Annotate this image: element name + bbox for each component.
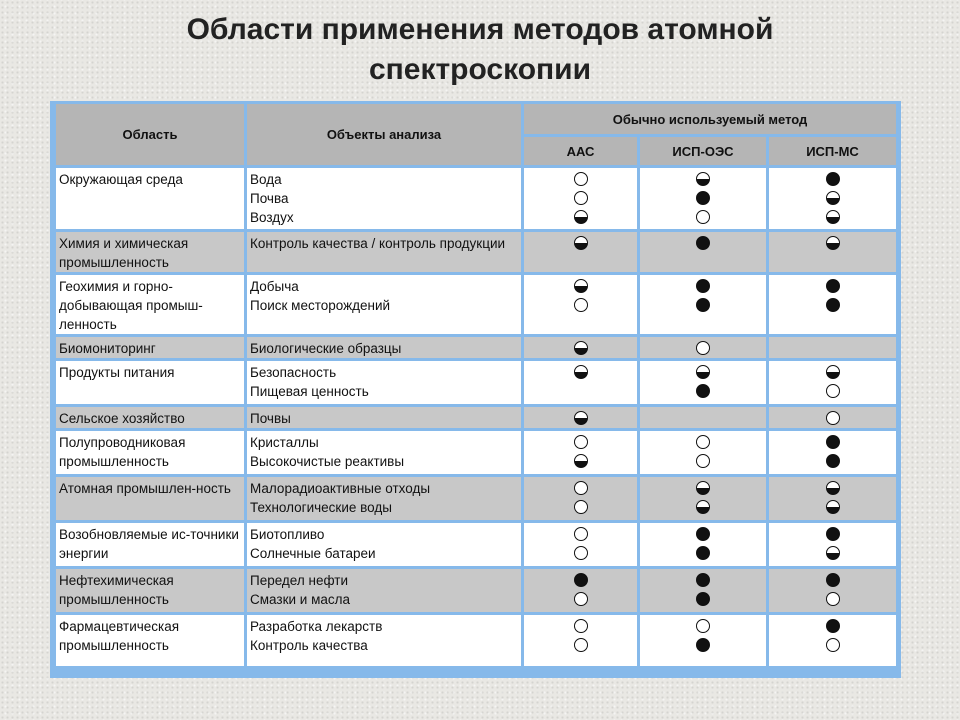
cell-area [56,168,244,232]
cell-icp-ms [769,477,896,523]
object-label: Почвы [250,411,291,426]
usage-markers [772,172,893,224]
cell-area [56,431,244,477]
methods-table-frame [50,101,901,678]
empty-circle-icon [574,435,588,449]
empty-circle-icon [826,411,840,425]
table-body [56,168,896,669]
area-label: Полупроводниковая промышленность [59,435,186,469]
object-label: Воздух [250,210,294,225]
cell-icp-ms [769,569,896,615]
cell-aas [524,431,637,477]
area-label: Атомная промышлен-ность [59,481,231,496]
empty-circle-icon [574,481,588,495]
object-label: Разработка лекарств [250,619,383,634]
usage-markers [527,619,634,652]
usage-markers [643,435,763,468]
table-row [56,337,896,361]
full-circle-icon [696,546,710,560]
empty-circle-icon [696,341,710,355]
usage-markers [772,527,893,560]
usage-markers [643,365,763,398]
half-filled-circle-icon [696,365,710,379]
half-filled-circle-icon [574,341,588,355]
area-label: Нефтехимическая промышленность [59,573,174,607]
half-filled-circle-icon [826,500,840,514]
area-label: Окружающая среда [59,172,183,187]
object-label: Пищевая ценность [250,384,369,399]
page-title [0,10,960,90]
cell-aas [524,569,637,615]
usage-markers [527,365,634,379]
object-label: Контроль качества [250,638,368,653]
area-label: Фармацевтическая промышленность [59,619,180,653]
header-aas: ААС [524,137,637,168]
cell-area [56,569,244,615]
cell-area [56,615,244,669]
cell-aas [524,477,637,523]
title-line-1: Области применения методов атомной [186,13,774,46]
cell-objects [247,275,521,337]
cell-objects [247,569,521,615]
cell-aas [524,523,637,569]
cell-area [56,361,244,407]
half-filled-circle-icon [574,454,588,468]
usage-markers [643,619,763,652]
object-label: Биотопливо [250,527,325,542]
cell-icp-oes [640,431,766,477]
half-filled-circle-icon [826,210,840,224]
object-label: Передел нефти [250,573,348,588]
usage-markers [772,435,893,468]
cell-icp-oes [640,523,766,569]
usage-markers [772,573,893,606]
cell-icp-ms [769,361,896,407]
table-row [56,523,896,569]
cell-objects [247,361,521,407]
object-label: Солнечные батареи [250,546,376,561]
usage-markers [772,619,893,652]
full-circle-icon [826,172,840,186]
object-label: Биологические образцы [250,341,402,356]
full-circle-icon [696,573,710,587]
usage-markers [643,527,763,560]
object-label: Малорадиоактивные отходы [250,481,431,496]
header-method: Обычно используемый метод [524,104,896,137]
empty-circle-icon [574,172,588,186]
header-area: Область [56,104,244,168]
usage-markers [527,411,634,425]
object-label: Кристаллы [250,435,319,450]
cell-objects [247,477,521,523]
table-row [56,168,896,232]
empty-circle-icon [574,619,588,633]
table-row [56,407,896,431]
empty-circle-icon [696,454,710,468]
usage-markers [772,365,893,398]
methods-table [53,104,899,669]
empty-circle-icon [574,546,588,560]
full-circle-icon [826,619,840,633]
full-circle-icon [696,384,710,398]
usage-markers [643,172,763,224]
usage-markers [643,481,763,514]
cell-aas [524,407,637,431]
half-filled-circle-icon [826,481,840,495]
cell-objects [247,615,521,669]
usage-markers [772,279,893,312]
object-label: Почва [250,191,289,206]
usage-markers [527,573,634,606]
object-label: Поиск месторождений [250,298,391,313]
cell-icp-oes [640,407,766,431]
half-filled-circle-icon [696,172,710,186]
usage-markers [772,411,893,425]
full-circle-icon [696,279,710,293]
empty-circle-icon [574,298,588,312]
cell-icp-oes [640,361,766,407]
object-label: Безопасность [250,365,337,380]
usage-markers [527,279,634,312]
cell-aas [524,337,637,361]
empty-circle-icon [696,435,710,449]
cell-area [56,477,244,523]
object-label: Технологические воды [250,500,392,515]
cell-icp-ms [769,431,896,477]
cell-icp-oes [640,477,766,523]
table-row [56,232,896,275]
half-filled-circle-icon [826,191,840,205]
full-circle-icon [696,191,710,205]
empty-circle-icon [696,619,710,633]
half-filled-circle-icon [574,210,588,224]
object-label: Высокочистые реактивы [250,454,405,469]
cell-aas [524,168,637,232]
full-circle-icon [696,638,710,652]
cell-aas [524,361,637,407]
half-filled-circle-icon [826,236,840,250]
table-row [56,431,896,477]
cell-objects [247,523,521,569]
full-circle-icon [826,279,840,293]
object-label: Добыча [250,279,299,294]
full-circle-icon [696,592,710,606]
cell-icp-ms [769,523,896,569]
cell-objects [247,407,521,431]
half-filled-circle-icon [826,546,840,560]
cell-icp-ms [769,337,896,361]
usage-markers [643,279,763,312]
cell-aas [524,232,637,275]
header-objects: Объекты анализа [247,104,521,168]
full-circle-icon [826,573,840,587]
table-row [56,477,896,523]
object-label: Контроль качества / контроль продукции [250,236,506,251]
full-circle-icon [696,236,710,250]
cell-icp-ms [769,168,896,232]
empty-circle-icon [574,527,588,541]
full-circle-icon [696,298,710,312]
area-label: Геохимия и горно-добывающая промыш-ленность [59,279,203,332]
area-label: Биомониторинг [59,341,156,356]
half-filled-circle-icon [574,236,588,250]
usage-markers [527,172,634,224]
half-filled-circle-icon [574,411,588,425]
usage-markers [643,573,763,606]
cell-icp-oes [640,232,766,275]
cell-icp-ms [769,615,896,669]
cell-area [56,275,244,337]
empty-circle-icon [574,191,588,205]
cell-icp-oes [640,569,766,615]
cell-objects [247,168,521,232]
half-filled-circle-icon [574,365,588,379]
cell-icp-ms [769,232,896,275]
cell-icp-oes [640,615,766,669]
cell-icp-ms [769,407,896,431]
header-icp-ms: ИСП-МС [769,137,896,168]
half-filled-circle-icon [696,481,710,495]
empty-circle-icon [574,592,588,606]
cell-objects [247,232,521,275]
cell-icp-oes [640,168,766,232]
usage-markers [527,435,634,468]
usage-markers [527,236,634,250]
empty-circle-icon [574,638,588,652]
cell-aas [524,615,637,669]
full-circle-icon [574,573,588,587]
header-icp-oes: ИСП-ОЭС [640,137,766,168]
header-row-1 [56,104,896,137]
table-row [56,361,896,407]
full-circle-icon [826,298,840,312]
full-circle-icon [696,527,710,541]
empty-circle-icon [696,210,710,224]
usage-markers [643,236,763,250]
cell-icp-oes [640,337,766,361]
usage-markers [527,341,634,355]
cell-area [56,523,244,569]
cell-area [56,337,244,361]
empty-circle-icon [826,592,840,606]
half-filled-circle-icon [574,279,588,293]
usage-markers [772,481,893,514]
half-filled-circle-icon [696,500,710,514]
full-circle-icon [826,454,840,468]
usage-markers [643,341,763,355]
cell-aas [524,275,637,337]
table-row [56,275,896,337]
table-row [56,615,896,669]
empty-circle-icon [574,500,588,514]
cell-objects [247,431,521,477]
empty-circle-icon [826,384,840,398]
object-label: Вода [250,172,282,187]
half-filled-circle-icon [826,365,840,379]
full-circle-icon [826,435,840,449]
area-label: Продукты питания [59,365,175,380]
empty-circle-icon [826,638,840,652]
area-label: Химия и химическая промышленность [59,236,189,270]
title-line-2: спектроскопии [368,53,592,86]
usage-markers [772,236,893,250]
cell-objects [247,337,521,361]
cell-icp-oes [640,275,766,337]
object-label: Смазки и масла [250,592,350,607]
area-label: Возобновляемые ис-точники энергии [59,527,239,561]
usage-markers [527,527,634,560]
cell-area [56,232,244,275]
table-row [56,569,896,615]
area-label: Сельское хозяйство [59,411,185,426]
full-circle-icon [826,527,840,541]
cell-area [56,407,244,431]
usage-markers [527,481,634,514]
cell-icp-ms [769,275,896,337]
